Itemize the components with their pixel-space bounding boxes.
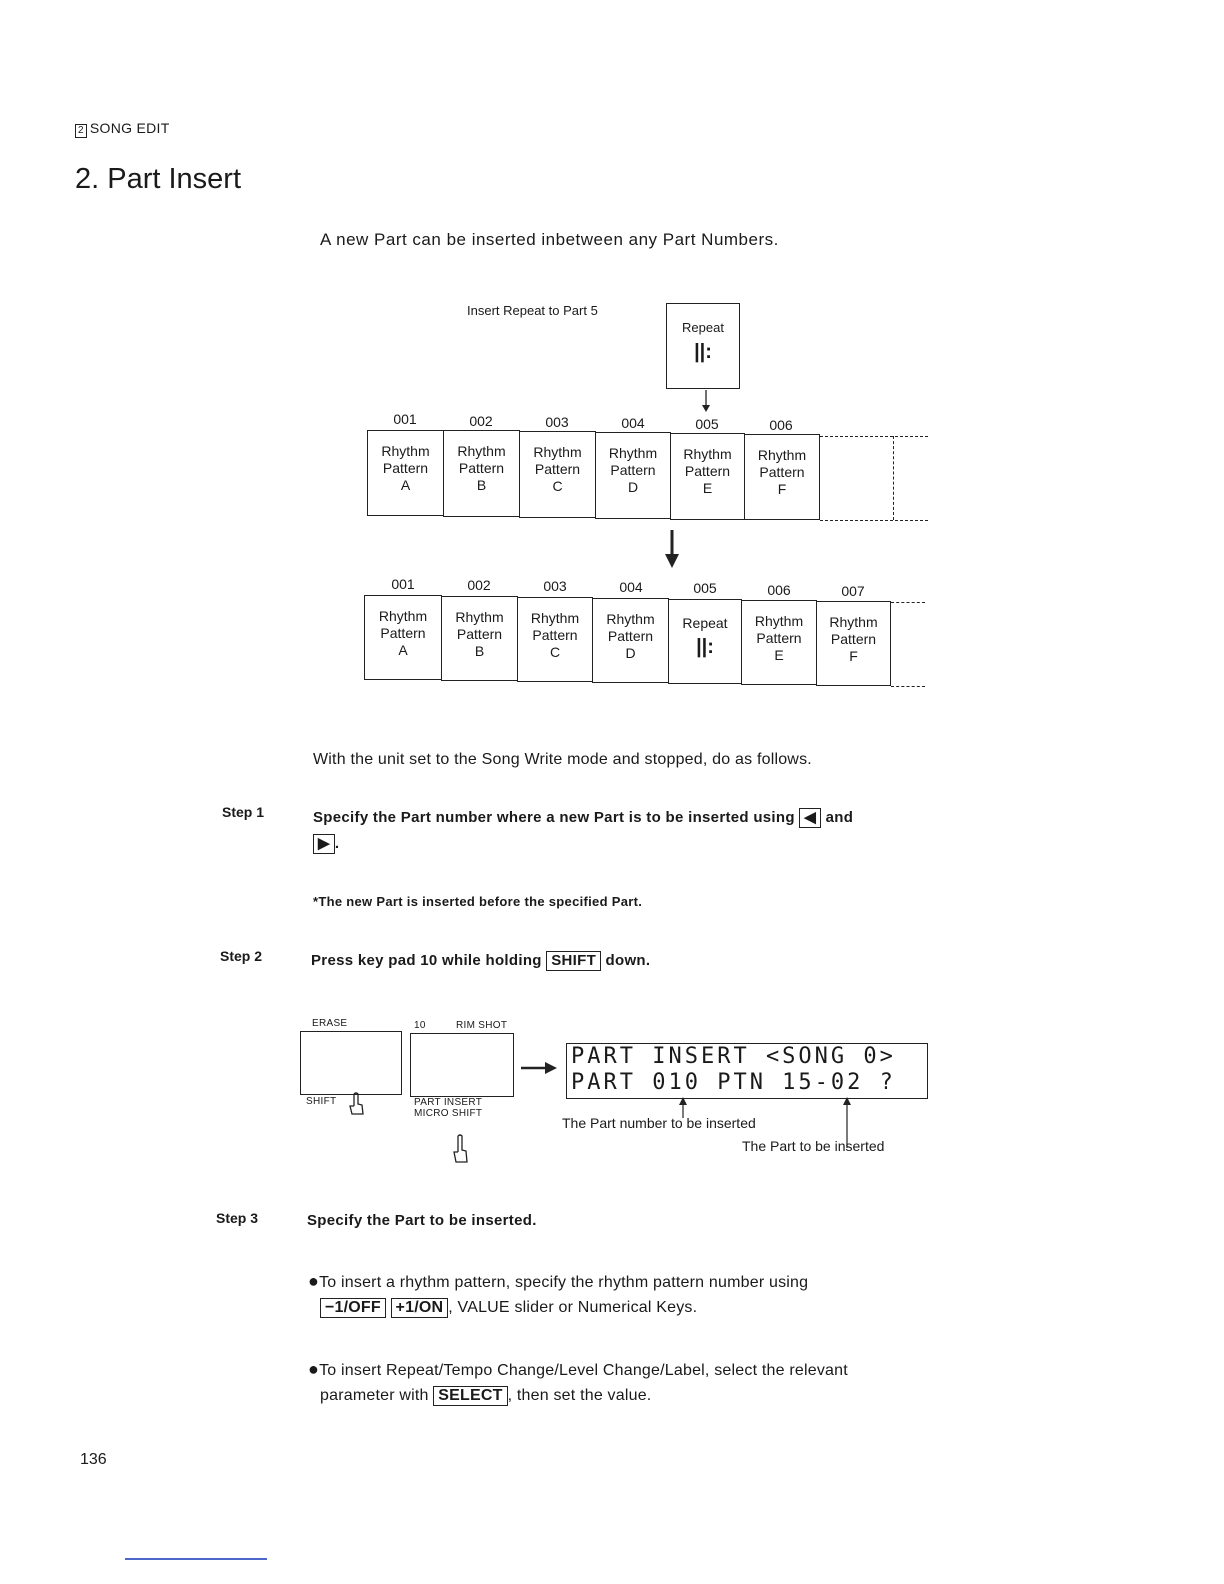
part-cell: Rhythm Pattern A [367, 430, 444, 516]
continuation-line [891, 686, 925, 687]
continuation-line [891, 602, 925, 603]
insert-caption: Insert Repeat to Part 5 [467, 303, 598, 318]
part-cell: Rhythm Pattern B [441, 596, 518, 681]
step-label: Step 3 [216, 1210, 259, 1226]
part-cell: Rhythm Pattern C [519, 431, 596, 518]
part-number: 005 [693, 580, 717, 596]
part-cell: Rhythm Pattern A [364, 595, 442, 680]
part-number: 001 [393, 411, 417, 427]
part-cell: Rhythm Pattern F [816, 601, 891, 686]
pad-label: RIM SHOT [456, 1020, 508, 1031]
section-name: SONG EDIT [89, 120, 170, 136]
part-number: 003 [543, 578, 567, 594]
part-number: 005 [695, 416, 719, 432]
repeat-box-label: Repeat [682, 320, 724, 335]
repeat-box [666, 303, 740, 389]
erase-pad [300, 1031, 402, 1095]
part-number: 006 [769, 417, 793, 433]
finger-icon [452, 1134, 470, 1170]
lcd-caption: The Part number to be inserted [562, 1115, 756, 1131]
result-arrow-icon [662, 530, 682, 570]
mode-text: With the unit set to the Song Write mode and stopped, do as follows. [313, 751, 812, 768]
left-arrow-key: ◀ [799, 808, 821, 828]
lcd-line-2: PART 010 PTN 15-02 ? [571, 1070, 896, 1095]
part-cell-repeat: Repeat ||: [668, 599, 742, 684]
section-badge: 2 [75, 124, 87, 138]
part-number: 007 [841, 583, 865, 599]
part-cell: Rhythm Pattern D [595, 432, 671, 519]
part-cell: Rhythm Pattern E [741, 600, 817, 685]
step3-text: Specify the Part to be inserted. [307, 1212, 537, 1229]
lcd-caption: The Part to be inserted [742, 1138, 885, 1154]
repeat-symbol: ||: [694, 341, 712, 363]
part-cell: Rhythm Pattern C [517, 597, 593, 682]
bullet-item-cont: parameter with SELECT , then set the value. [320, 1387, 652, 1404]
pad-number: 10 [414, 1020, 426, 1031]
part-number: 001 [391, 576, 415, 592]
minus-off-key: −1/OFF [320, 1298, 386, 1318]
shift-key: SHIFT [546, 951, 601, 971]
bullet-item: ●To insert a rhythm pattern, specify the rhythm pattern number using [308, 1271, 809, 1291]
section-header [75, 120, 170, 138]
pad-label: SHIFT [306, 1096, 337, 1107]
step1-text-cont: ▶ . [313, 834, 339, 854]
plus-on-key: +1/ON [391, 1298, 449, 1318]
part-number: 006 [767, 582, 791, 598]
pad-label: MICRO SHIFT [414, 1108, 483, 1119]
continuation-line [893, 436, 894, 520]
part-cell: Rhythm Pattern B [443, 430, 520, 517]
continuation-line [820, 436, 928, 437]
part-number: 002 [467, 577, 491, 593]
lcd-line-1: PART INSERT <SONG 0> [571, 1044, 896, 1069]
part-number: 004 [619, 579, 643, 595]
footer-rule [125, 1558, 267, 1560]
intro-text: A new Part can be inserted inbetween any Part Numbers. [320, 230, 779, 249]
pad-label: PART INSERT [414, 1097, 483, 1108]
step2-text: Press key pad 10 while holding SHIFT down. [311, 952, 651, 969]
step-label: Step 1 [222, 804, 265, 820]
right-arrow-key: ▶ [313, 834, 335, 854]
finger-icon [348, 1092, 366, 1118]
bullet-item: ●To insert Repeat/Tempo Change/Level Change/Label, select the relevant [308, 1359, 848, 1379]
bullet-item-cont: −1/OFF +1/ON , VALUE slider or Numerical Keys. [320, 1295, 697, 1321]
page-number: 136 [80, 1451, 107, 1468]
step1-note: *The new Part is inserted before the specified Part. [313, 894, 643, 909]
step-label: Step 2 [220, 948, 263, 964]
key-pad-10 [410, 1033, 514, 1097]
right-arrow-icon [521, 1060, 559, 1076]
pad-label: ERASE [312, 1018, 348, 1029]
part-cell: Rhythm Pattern F [744, 434, 820, 520]
page-title: 2. Part Insert [75, 163, 242, 195]
down-arrow-icon [698, 390, 714, 414]
part-number: 003 [545, 414, 569, 430]
continuation-line [820, 520, 928, 521]
part-number: 002 [469, 413, 493, 429]
lcd-display [566, 1043, 928, 1099]
part-cell: Rhythm Pattern D [592, 598, 669, 683]
part-number: 004 [621, 415, 645, 431]
select-key: SELECT [433, 1386, 507, 1406]
step1-text: Specify the Part number where a new Part is to be inserted using ◀ and [313, 809, 854, 826]
part-cell: Rhythm Pattern E [670, 433, 745, 520]
